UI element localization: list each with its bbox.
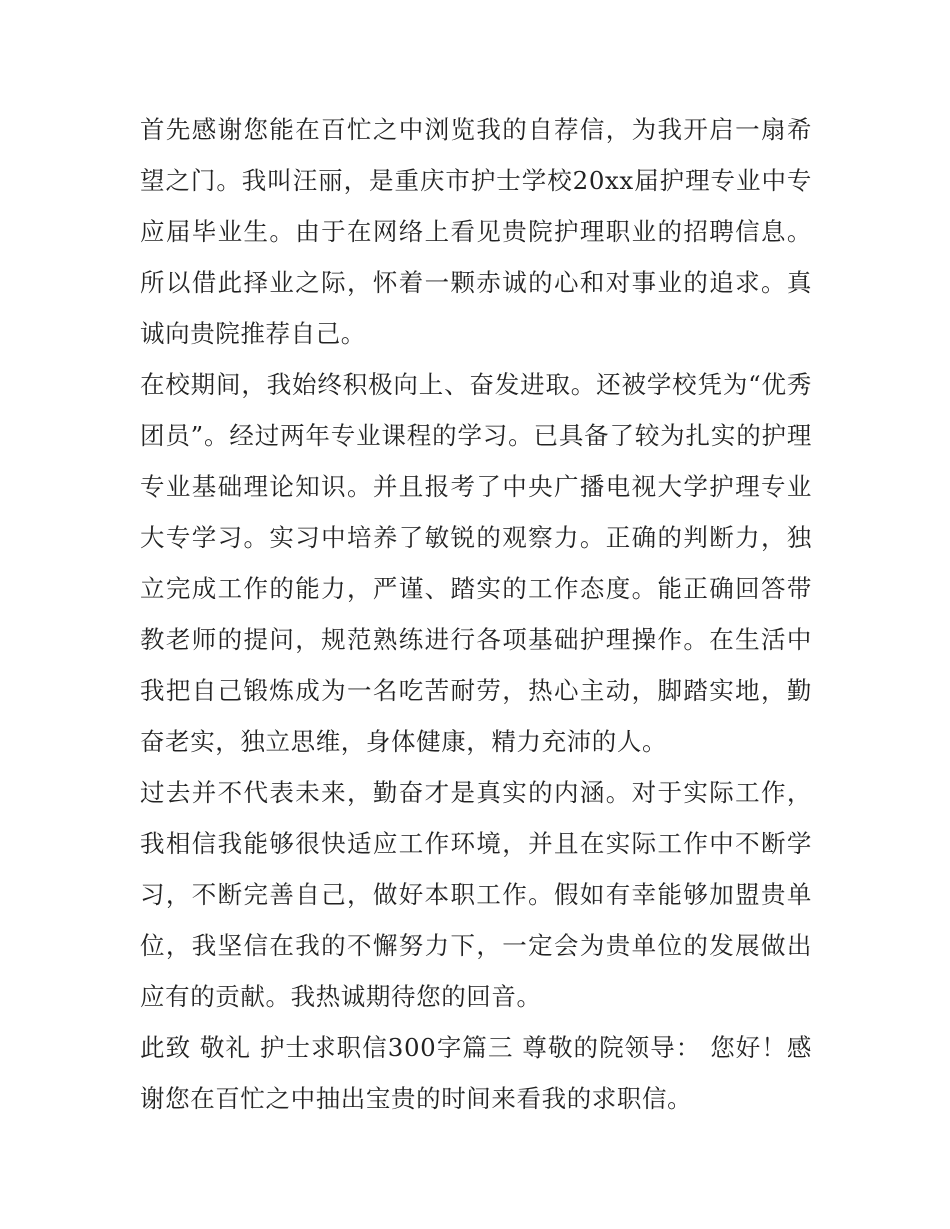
paragraph-closing: 此致 敬礼 护士求职信300字篇三 尊敬的院领导： 您好！感谢您在百忙之中抽出宝贵的时间来看我的求职信。 <box>140 1033 812 1113</box>
paragraph-future: 过去并不代表未来，勤奋才是真实的内涵。对于实际工作，我相信我能够很快适应工作环境，并且在实际工作中不断学习，不断完善自己，做好本职工作。假如有幸能够加盟贵单位，我坚信在我的不懈努力下，一定会为贵单位的发展做出应有的贡献。我热诚期待您的回音。 <box>140 778 812 1011</box>
paragraph-school: 在校期间，我始终积极向上、奋发进取。还被学校凭为“优秀团员”。经过两年专业课程的学习。已具备了较为扎实的护理专业基础理论知识。并且报考了中央广播电视大学护理专业大专学习。实习中培养了敏锐的观察力。正确的判断力，独立完成工作的能力，严谨、踏实的工作态度。能正确回答带教老师的提问，规范熟练进行各项基础护理操作。在生活中我把自己锻炼成为一名吃苦耐劳，热心主动，脚踏实地，勤奋老实，独立思维，身体健康，精力充沛的人。 <box>140 370 812 756</box>
document-body <box>140 104 812 1124</box>
paragraph-intro: 首先感谢您能在百忙之中浏览我的自荐信，为我开启一扇希望之门。我叫汪丽，是重庆市护士学校20xx届护理专业中专应届毕业生。由于在网络上看见贵院护理职业的招聘信息。所以借此择业之际，怀着一颗赤诚的心和对事业的追求。真诚向贵院推荐自己。 <box>140 115 812 348</box>
